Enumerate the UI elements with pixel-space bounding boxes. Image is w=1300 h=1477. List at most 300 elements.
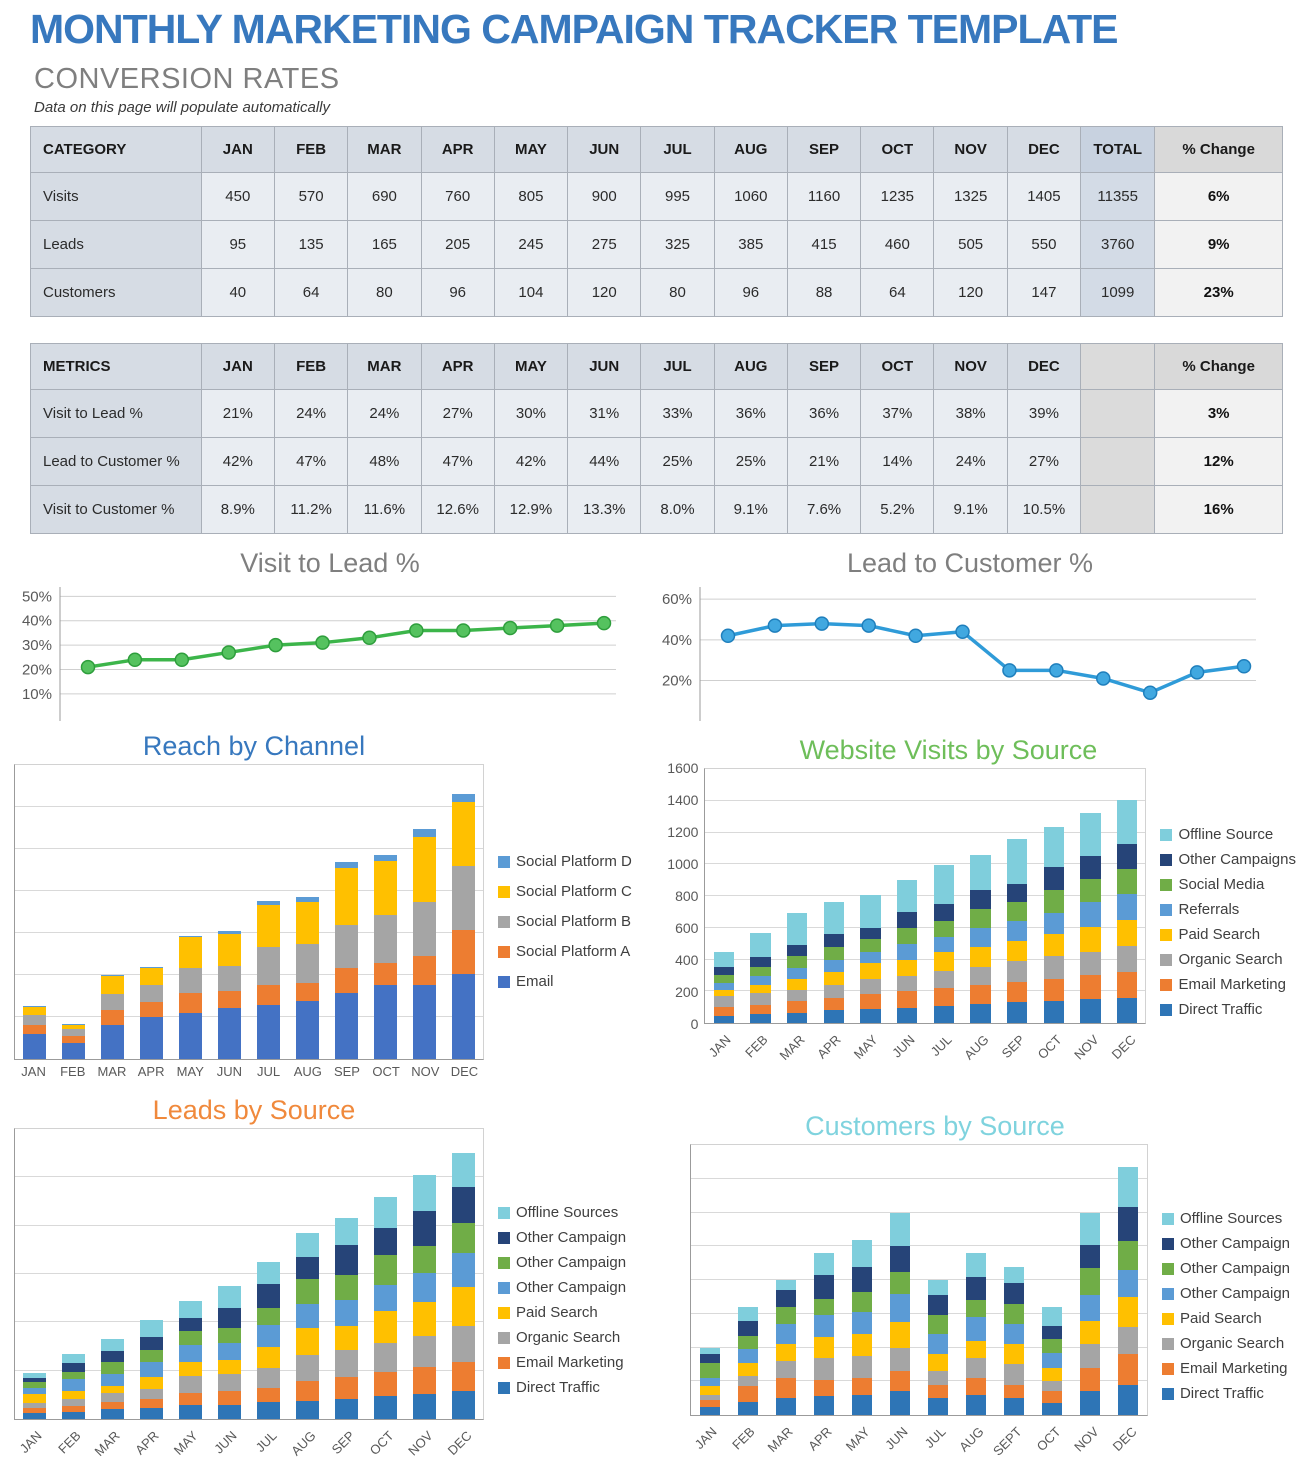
table-row: [31, 269, 1283, 317]
bar-segment: [413, 956, 436, 985]
legend-label: Paid Search: [1179, 1310, 1262, 1327]
bar-segment: [413, 1302, 436, 1336]
y-axis-tick-label: 20%: [21, 661, 52, 679]
legend-label: Social Platform B: [516, 913, 632, 930]
bar-segment: [890, 1246, 911, 1271]
column-header[interactable]: SEP: [787, 344, 860, 390]
legend-swatch-icon: [498, 1332, 510, 1344]
legend-item: [1162, 1335, 1290, 1352]
table-cell[interactable]: 64: [274, 269, 347, 317]
bar-segment: [1042, 1403, 1063, 1415]
table-cell[interactable]: 40: [201, 269, 274, 317]
table-cell[interactable]: 385: [714, 221, 787, 269]
table-cell[interactable]: 24%: [934, 438, 1007, 486]
table-cell[interactable]: 325: [641, 221, 714, 269]
column-header[interactable]: CATEGORY: [31, 127, 202, 173]
legend-swatch-icon: [498, 1307, 510, 1319]
table-cell[interactable]: 505: [934, 221, 1007, 269]
data-point-marker: [269, 639, 282, 652]
bar-segment: [814, 1299, 835, 1316]
column-header[interactable]: JUN: [568, 344, 641, 390]
table-cell[interactable]: 42%: [201, 438, 274, 486]
table-cell[interactable]: 27%: [421, 390, 494, 438]
bar-segment: [140, 1377, 163, 1389]
bar-segment: [62, 1391, 85, 1398]
x-axis-tick-label: MAY: [176, 1064, 204, 1079]
column-header[interactable]: % Change: [1155, 127, 1283, 173]
pct-change-cell[interactable]: 23%: [1155, 269, 1283, 317]
column-header[interactable]: APR: [421, 127, 494, 173]
bar-segment: [218, 1405, 241, 1420]
stacked-bar: [23, 765, 46, 1059]
bar-segment: [218, 1360, 241, 1375]
legend-swatch-icon: [498, 1282, 510, 1294]
bar-segment: [62, 1412, 85, 1419]
table-cell[interactable]: 104: [494, 269, 567, 317]
table-cell[interactable]: 48%: [348, 438, 421, 486]
table-cell[interactable]: 36%: [714, 390, 787, 438]
bar-segment: [750, 993, 770, 1005]
table-cell[interactable]: 995: [641, 173, 714, 221]
bar-segment: [852, 1395, 873, 1415]
bar-segment: [1004, 1364, 1025, 1384]
x-axis-tick-label: OCT: [366, 1428, 397, 1459]
stacked-bar: [23, 1129, 46, 1419]
table-cell[interactable]: 120: [568, 269, 641, 317]
bar-segment: [824, 902, 844, 934]
legend-swatch-icon: [498, 1232, 510, 1244]
stacked-bar: [700, 1145, 721, 1415]
table-cell[interactable]: 147: [1007, 269, 1080, 317]
metrics-table: [30, 343, 1283, 534]
legend-item: [1162, 1360, 1290, 1377]
bar-segment: [374, 855, 397, 862]
table-cell[interactable]: 690: [348, 173, 421, 221]
legend-item: [498, 1229, 626, 1246]
column-header[interactable]: % Change: [1155, 344, 1283, 390]
column-header[interactable]: MAR: [348, 344, 421, 390]
chart-title: Leads by Source: [152, 1095, 356, 1125]
table-cell[interactable]: 33%: [641, 390, 714, 438]
legend-swatch-icon: [498, 1357, 510, 1369]
column-header[interactable]: SEP: [787, 127, 860, 173]
bar-segment: [824, 960, 844, 973]
legend-swatch-icon: [498, 976, 510, 988]
column-header[interactable]: JAN: [201, 127, 274, 173]
table-cell[interactable]: 13.3%: [568, 486, 641, 534]
bar-segment: [776, 1290, 797, 1307]
table-row: [31, 390, 1283, 438]
legend-label: Offline Sources: [1179, 1210, 1283, 1227]
table-cell[interactable]: 11.6%: [348, 486, 421, 534]
table-cell[interactable]: 14%: [861, 438, 934, 486]
bar-segment: [787, 990, 807, 1001]
stacked-bar: [257, 765, 280, 1059]
bar-segment: [928, 1315, 949, 1334]
bar-segment: [218, 966, 241, 991]
column-header[interactable]: MAY: [494, 344, 567, 390]
bar-segment: [413, 1394, 436, 1419]
legend-item: [1160, 851, 1296, 868]
x-axis-labels: [690, 1416, 1148, 1468]
bar-segment: [738, 1349, 759, 1363]
bar-segment: [452, 1253, 475, 1287]
pct-change-cell[interactable]: 3%: [1155, 390, 1283, 438]
pct-change-cell[interactable]: 12%: [1155, 438, 1283, 486]
table-cell[interactable]: 805: [494, 173, 567, 221]
data-point-marker: [768, 619, 781, 632]
bar-segment: [928, 1295, 949, 1315]
bar-segment: [413, 837, 436, 901]
legend-item: [1160, 976, 1296, 993]
bar-segment: [1080, 1213, 1101, 1245]
bar-segment: [140, 968, 163, 985]
bar-segment: [1118, 1297, 1139, 1327]
chart-title: Reach by Channel: [142, 731, 366, 761]
row-label[interactable]: Visits: [31, 173, 202, 221]
data-point-marker: [598, 617, 611, 630]
legend-label: Direct Traffic: [1178, 1001, 1263, 1018]
table-cell[interactable]: 25%: [641, 438, 714, 486]
stacked-bar: [1042, 1145, 1063, 1415]
stacked-bar: [934, 769, 954, 1023]
row-label[interactable]: Customers: [31, 269, 202, 317]
x-axis-tick-label: APR: [814, 1032, 844, 1062]
legend-label: Other Campaigns: [1178, 851, 1296, 868]
legend-item: [1162, 1260, 1290, 1277]
plot-area: [10, 581, 650, 723]
bar-segment: [776, 1361, 797, 1378]
column-header[interactable]: DEC: [1007, 344, 1080, 390]
column-header[interactable]: DEC: [1007, 127, 1080, 173]
table-cell[interactable]: 1160: [787, 173, 860, 221]
bar-segment: [413, 1336, 436, 1367]
table-cell[interactable]: 30%: [494, 390, 567, 438]
bar-segment: [452, 930, 475, 974]
table-cell[interactable]: 205: [421, 221, 494, 269]
auto-populate-note: Data on this page will populate automatically: [34, 99, 331, 116]
bar-segment: [934, 937, 954, 953]
stacked-bar: [140, 1129, 163, 1419]
column-header[interactable]: APR: [421, 344, 494, 390]
bar-segment: [179, 1331, 202, 1346]
bar-segment: [738, 1386, 759, 1401]
blank-cell[interactable]: [1081, 486, 1155, 534]
data-point-marker: [551, 619, 564, 632]
bar-segment: [860, 952, 880, 963]
bar-segment: [1042, 1381, 1063, 1391]
bar-segment: [335, 1245, 358, 1275]
column-header[interactable]: AUG: [714, 344, 787, 390]
stacked-bar: [750, 769, 770, 1023]
bar-segment: [934, 988, 954, 1006]
bar-segment: [1080, 927, 1100, 952]
table-cell[interactable]: 450: [201, 173, 274, 221]
data-point-marker: [457, 624, 470, 637]
bar-segment: [966, 1341, 987, 1358]
table-cell[interactable]: 64: [861, 269, 934, 317]
table-cell[interactable]: 47%: [274, 438, 347, 486]
row-label[interactable]: Visit to Customer %: [31, 486, 202, 534]
stacked-bar: [101, 765, 124, 1059]
bar-segment: [452, 1187, 475, 1223]
bar-segment: [1042, 1391, 1063, 1403]
bar-segment: [1118, 1167, 1139, 1208]
bar-segment: [776, 1280, 797, 1290]
column-header[interactable]: AUG: [714, 127, 787, 173]
bar-segment: [335, 968, 358, 993]
column-header[interactable]: FEB: [274, 127, 347, 173]
bar-segment: [1117, 998, 1137, 1023]
data-point-marker: [722, 629, 735, 642]
legend-label: Other Campaign: [516, 1229, 627, 1246]
chart-title: Customers by Source: [805, 1111, 1065, 1141]
column-header[interactable]: JUL: [641, 127, 714, 173]
blank-cell[interactable]: [1081, 390, 1155, 438]
x-axis-tick-label: JUL: [252, 1428, 280, 1455]
table-cell[interactable]: 7.6%: [787, 486, 860, 534]
table-cell[interactable]: 8.0%: [641, 486, 714, 534]
table-cell[interactable]: 95: [201, 221, 274, 269]
y-axis-tick-label: 1200: [667, 824, 699, 840]
bar-segment: [374, 1228, 397, 1255]
data-point-marker: [82, 661, 95, 674]
x-axis-tick-label: JAN: [21, 1064, 46, 1079]
bar-segment: [1080, 999, 1100, 1023]
bar-segment: [1042, 1368, 1063, 1382]
chart-reach-by-channel: [14, 731, 658, 1079]
column-header[interactable]: JUL: [641, 344, 714, 390]
bar-segment: [1007, 941, 1027, 962]
table-cell[interactable]: 415: [787, 221, 860, 269]
bar-segment: [23, 1015, 46, 1025]
table-cell[interactable]: 39%: [1007, 390, 1080, 438]
table-cell[interactable]: 5.2%: [861, 486, 934, 534]
table-cell[interactable]: 11.2%: [274, 486, 347, 534]
table-cell[interactable]: 165: [348, 221, 421, 269]
table-cell[interactable]: 25%: [714, 438, 787, 486]
line-chart-svg: [650, 581, 1260, 723]
bar-segment: [296, 1001, 319, 1059]
bar-segment: [452, 1287, 475, 1326]
bar-segment: [452, 1362, 475, 1391]
table-cell[interactable]: 550: [1007, 221, 1080, 269]
table-cell[interactable]: 21%: [787, 438, 860, 486]
bar-segment: [824, 985, 844, 998]
bar-segment: [452, 1326, 475, 1362]
legend-item: [1162, 1285, 1290, 1302]
table-cell[interactable]: 1325: [934, 173, 1007, 221]
bar-segment: [1080, 975, 1100, 999]
pct-change-cell[interactable]: 9%: [1155, 221, 1283, 269]
bar-segment: [928, 1334, 949, 1354]
bar-segment: [179, 937, 202, 968]
table-cell[interactable]: 21%: [201, 390, 274, 438]
bar-plot: [14, 764, 484, 1060]
column-header[interactable]: MAR: [348, 127, 421, 173]
table-cell[interactable]: 31%: [568, 390, 641, 438]
bar-segment: [700, 1348, 721, 1355]
table-cell[interactable]: 460: [861, 221, 934, 269]
table-cell[interactable]: 10.5%: [1007, 486, 1080, 534]
bar-segment: [1007, 839, 1027, 884]
table-cell[interactable]: 120: [934, 269, 1007, 317]
data-point-marker: [1050, 664, 1063, 677]
bar-segment: [897, 944, 917, 960]
column-header[interactable]: NOV: [934, 127, 1007, 173]
column-header[interactable]: OCT: [861, 127, 934, 173]
chart-legend: [1146, 818, 1296, 1026]
bar-segment: [776, 1378, 797, 1398]
stacked-bar: [452, 1129, 475, 1419]
row-label[interactable]: Lead to Customer %: [31, 438, 202, 486]
plot-area: [14, 1128, 660, 1472]
column-header[interactable]: MAY: [494, 127, 567, 173]
table-cell[interactable]: 12.6%: [421, 486, 494, 534]
bar-segment: [852, 1267, 873, 1292]
total-cell[interactable]: 11355: [1081, 173, 1155, 221]
bar-segment: [335, 1326, 358, 1350]
total-cell[interactable]: 3760: [1081, 221, 1155, 269]
pct-change-cell[interactable]: 6%: [1155, 173, 1283, 221]
legend-swatch-icon: [1162, 1238, 1174, 1250]
table-cell[interactable]: 88: [787, 269, 860, 317]
column-header[interactable]: FEB: [274, 344, 347, 390]
bar-segment: [413, 1211, 436, 1246]
table-cell[interactable]: 9.1%: [934, 486, 1007, 534]
legend-swatch-icon: [1162, 1363, 1174, 1375]
table-cell[interactable]: 135: [274, 221, 347, 269]
total-cell[interactable]: 1099: [1081, 269, 1155, 317]
table-cell[interactable]: 8.9%: [201, 486, 274, 534]
stacked-bar: [1007, 769, 1027, 1023]
x-axis-tick-label: JUL: [927, 1032, 955, 1059]
bar-segment: [787, 945, 807, 956]
bar-segment: [1004, 1324, 1025, 1344]
x-axis-tick-label: SEP: [328, 1428, 358, 1458]
y-axis-tick-label: 30%: [21, 637, 52, 655]
bar-segment: [890, 1348, 911, 1372]
table-cell[interactable]: 44%: [568, 438, 641, 486]
table-cell[interactable]: 38%: [934, 390, 1007, 438]
table-cell[interactable]: 900: [568, 173, 641, 221]
table-cell[interactable]: 37%: [861, 390, 934, 438]
table-cell[interactable]: 96: [421, 269, 494, 317]
bar-segment: [374, 963, 397, 985]
column-header[interactable]: JAN: [201, 344, 274, 390]
table-cell[interactable]: 1405: [1007, 173, 1080, 221]
x-axis-tick-label: AUG: [293, 1064, 322, 1079]
bar-segment: [860, 1009, 880, 1023]
bar-segment: [928, 1371, 949, 1385]
bar-segment: [23, 1394, 46, 1403]
legend-label: Email Marketing: [1179, 1360, 1288, 1377]
x-axis-tick-label: MAR: [91, 1428, 123, 1460]
bar-segment: [700, 1354, 721, 1362]
bar-segment: [1080, 952, 1100, 976]
pct-change-cell[interactable]: 16%: [1155, 486, 1283, 534]
bar-segment: [928, 1398, 949, 1415]
column-header[interactable]: OCT: [861, 344, 934, 390]
x-axis-tick-label: FEB: [54, 1428, 84, 1457]
stacked-bar: [897, 769, 917, 1023]
column-header[interactable]: JUN: [568, 127, 641, 173]
table-cell[interactable]: 24%: [274, 390, 347, 438]
bar-segment: [934, 865, 954, 904]
column-header[interactable]: [1081, 344, 1155, 390]
table-cell[interactable]: 570: [274, 173, 347, 221]
legend-swatch-icon: [1160, 879, 1172, 891]
bar-segment: [970, 909, 990, 928]
table-cell[interactable]: 245: [494, 221, 567, 269]
legend-swatch-icon: [1162, 1213, 1174, 1225]
table-cell[interactable]: 1060: [714, 173, 787, 221]
bar-segment: [62, 1363, 85, 1372]
bar-segment: [700, 1386, 721, 1394]
table-cell[interactable]: 1235: [861, 173, 934, 221]
column-header[interactable]: NOV: [934, 344, 1007, 390]
table-cell[interactable]: 80: [641, 269, 714, 317]
bar-plot: [704, 768, 1146, 1024]
legend-item: [498, 1204, 626, 1221]
bar-segment: [179, 1318, 202, 1331]
bar-segment: [700, 1400, 721, 1407]
bar-segment: [1007, 982, 1027, 1003]
x-axis-tick-label: MAY: [850, 1032, 881, 1062]
data-point-marker: [128, 653, 141, 666]
table-cell[interactable]: 12.9%: [494, 486, 567, 534]
table-cell[interactable]: 42%: [494, 438, 567, 486]
bar-segment: [296, 1381, 319, 1400]
row-label[interactable]: Leads: [31, 221, 202, 269]
table-cell[interactable]: 760: [421, 173, 494, 221]
bar-segment: [374, 985, 397, 1059]
column-header[interactable]: TOTAL: [1081, 127, 1155, 173]
table-cell[interactable]: 47%: [421, 438, 494, 486]
blank-cell[interactable]: [1081, 438, 1155, 486]
legend-swatch-icon: [1160, 1004, 1172, 1016]
row-label[interactable]: Visit to Lead %: [31, 390, 202, 438]
bar-segment: [1042, 1339, 1063, 1353]
data-point-marker: [1003, 664, 1016, 677]
bar-segment: [852, 1356, 873, 1378]
bar-segment: [413, 1367, 436, 1394]
stacked-bar: [374, 765, 397, 1059]
table-cell[interactable]: 80: [348, 269, 421, 317]
bar-segment: [852, 1240, 873, 1267]
table-cell[interactable]: 27%: [1007, 438, 1080, 486]
table-cell[interactable]: 24%: [348, 390, 421, 438]
bar-segment: [970, 1004, 990, 1023]
table-cell[interactable]: 96: [714, 269, 787, 317]
stacked-bar: [374, 1129, 397, 1419]
bar-segment: [700, 1378, 721, 1386]
legend-label: Paid Search: [1178, 926, 1261, 943]
column-header[interactable]: METRICS: [31, 344, 202, 390]
table-cell[interactable]: 36%: [787, 390, 860, 438]
bar-segment: [928, 1280, 949, 1295]
bar-segment: [101, 1351, 124, 1362]
bar-segment: [1042, 1353, 1063, 1368]
bar-segment: [257, 1308, 280, 1325]
bar-segment: [1004, 1267, 1025, 1284]
table-cell[interactable]: 275: [568, 221, 641, 269]
table-cell[interactable]: 9.1%: [714, 486, 787, 534]
bar-segment: [1080, 902, 1100, 927]
x-axis-tick-label: AUG: [287, 1428, 319, 1459]
stacked-bar: [824, 769, 844, 1023]
bar-segment: [700, 1407, 721, 1415]
